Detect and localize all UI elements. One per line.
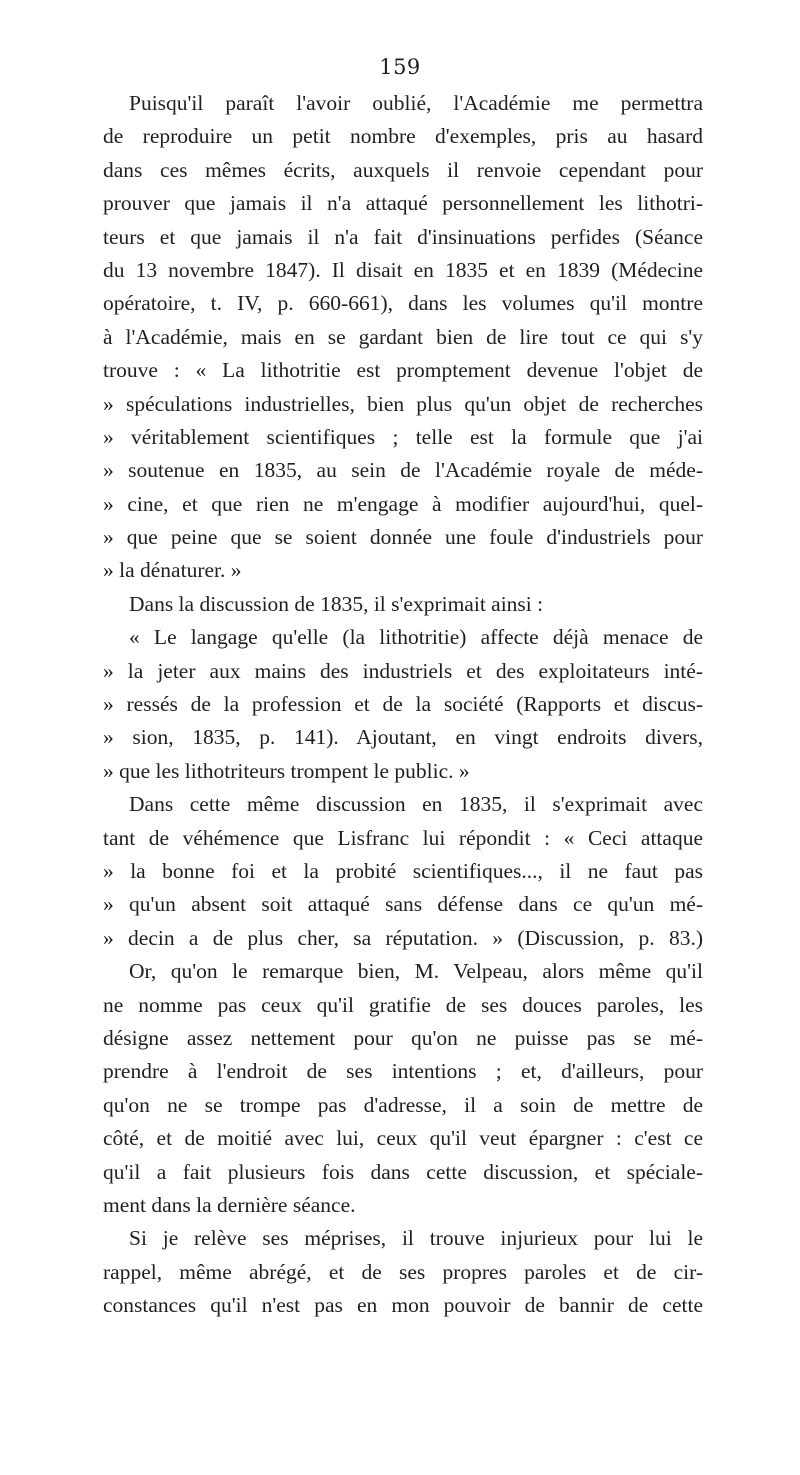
text-line: » véritablement scientifiques ; telle est la formule que j'ai [103,424,703,449]
text-line: ment dans la dernière séance. [103,1192,356,1217]
text-line: prouver que jamais il n'a attaqué personnellement les lithotri- [103,191,703,216]
text-line: Dans la discussion de 1835, il s'exprimait ainsi : [129,591,544,616]
text-line: « Le langage qu'elle (la lithotritie) affecte déjà menace de [129,625,703,650]
text-line: tant de véhémence que Lisfranc lui répondit : « Ceci attaque [103,825,703,850]
text-line: qu'il a fait plusieurs fois dans cette discussion, et spéciale- [103,1159,703,1184]
text-line: » ressés de la profession et de la société (Rapports et discus- [103,692,703,717]
text-line: » cine, et que rien ne m'engage à modifier aujourd'hui, quel- [103,491,703,516]
text-line: » decin a de plus cher, sa réputation. » (Discussion, p. 83.) [103,925,703,950]
text-line: opératoire, t. IV, p. 660-661), dans les volumes qu'il montre [103,291,703,316]
text-line: trouve : « La lithotritie est promptement devenue l'objet de [103,358,703,383]
text-line: Or, qu'on le remarque bien, M. Velpeau, alors même qu'il [129,959,703,984]
body-text [103,87,703,1322]
text-line: » que les lithotriteurs trompent le public. » [103,758,470,783]
text-line: qu'on ne se trompe pas d'adresse, il a soin de mettre de [103,1092,703,1117]
text-line: prendre à l'endroit de ses intentions ; et, d'ailleurs, pour [103,1059,703,1084]
page-number: 159 [379,55,421,79]
text-line: Si je relève ses méprises, il trouve injurieux pour lui le [129,1226,703,1251]
text-line: » soutenue en 1835, au sein de l'Académie royale de méde- [103,458,703,483]
text-line: dans ces mêmes écrits, auxquels il renvoie cependant pour [103,157,703,182]
text-line: Puisqu'il paraît l'avoir oublié, l'Académie me permettra [129,91,703,115]
text-line: » que peine que se soient donnée une foule d'industriels pour [103,525,703,550]
text-line: teurs et que jamais il n'a fait d'insinuations perfides (Séance [103,224,703,249]
text-line: » sion, 1835, p. 141). Ajoutant, en vingt endroits divers, [103,725,703,750]
text-line: » spéculations industrielles, bien plus qu'un objet de recherches [103,391,703,416]
text-line: Dans cette même discussion en 1835, il s'exprimait avec [129,792,703,817]
text-line: constances qu'il n'est pas en mon pouvoir de bannir de cette [103,1293,703,1318]
text-line: de reproduire un petit nombre d'exemples, pris au hasard [103,124,703,149]
text-line: » la dénaturer. » [103,558,242,583]
text-line: rappel, même abrégé, et de ses propres paroles et de cir- [103,1259,703,1284]
text-line: côté, et de moitié avec lui, ceux qu'il veut épargner : c'est ce [103,1126,703,1151]
text-line: désigne assez nettement pour qu'on ne puisse pas se mé- [103,1025,703,1050]
text-line: du 13 novembre 1847). Il disait en 1835 et en 1839 (Médecine [103,257,703,282]
text-line: ne nomme pas ceux qu'il gratifie de ses douces paroles, les [103,992,703,1017]
text-line: » qu'un absent soit attaqué sans défense dans ce qu'un mé- [103,892,703,917]
text-line: » la jeter aux mains des industriels et des exploitateurs inté- [103,658,703,683]
text-line: à l'Académie, mais en se gardant bien de lire tout ce qui s'y [103,324,703,349]
text-line: » la bonne foi et la probité scientifiques..., il ne faut pas [103,858,703,883]
